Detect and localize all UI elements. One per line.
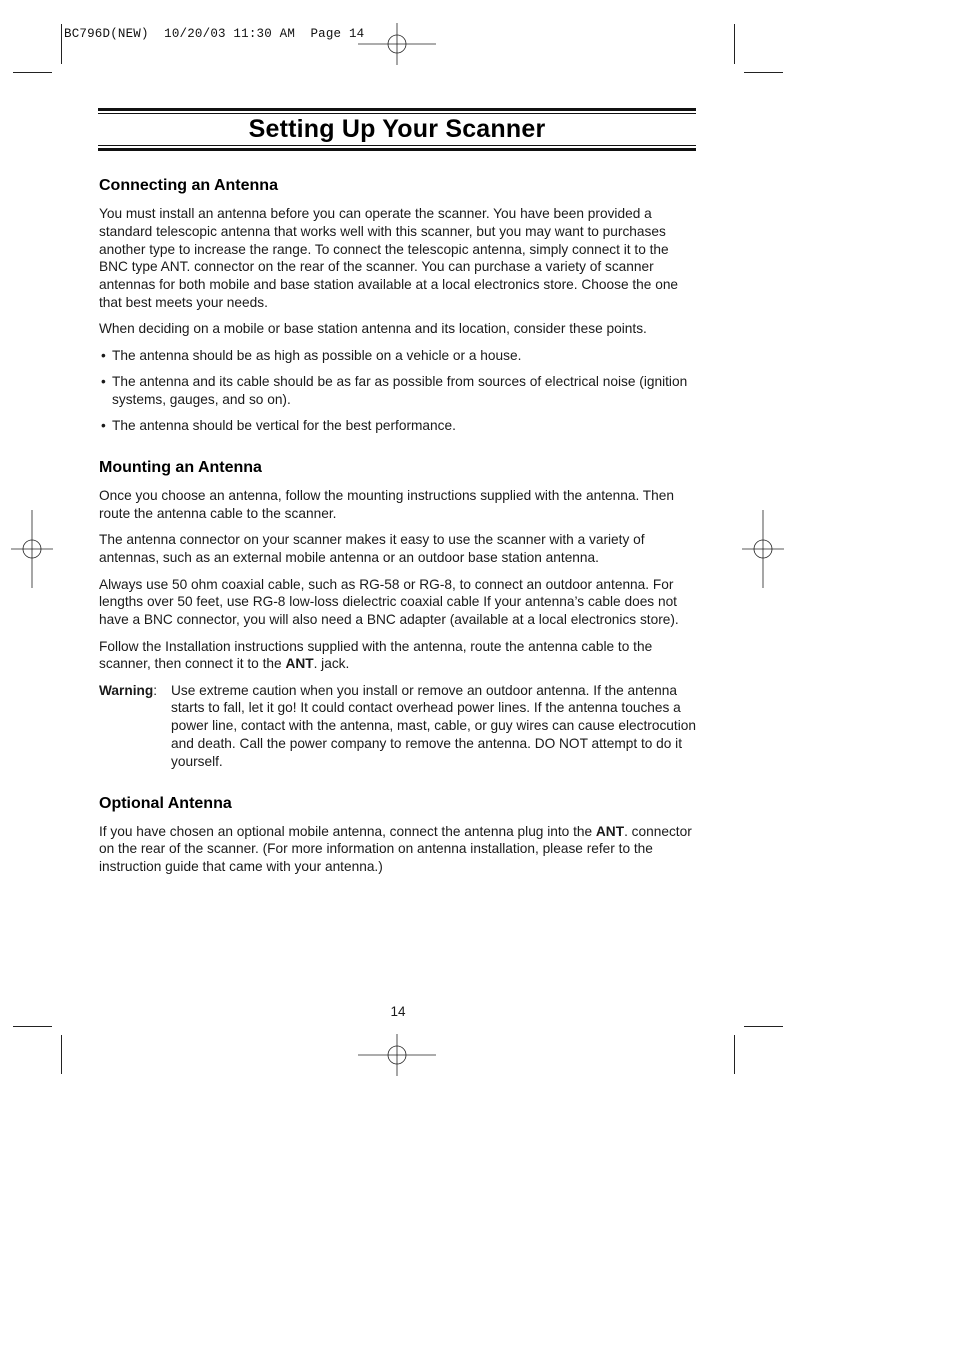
crop-mark-top-right-h: [744, 72, 783, 73]
crop-mark-top-left-h: [13, 72, 52, 73]
section-heading: Optional Antenna: [99, 794, 232, 812]
printer-slug: BC796D(NEW) 10/20/03 11:30 AM Page 14: [64, 27, 365, 41]
paragraph: Always use 50 ohm coaxial cable, such as RG-58 or RG-8, to connect an outdoor antenna. For lengths over 50 feet, use RG-8 low-loss dielectric coaxial cable If your antenna’s cable does not have a BNC connector, you will also need a BNC adapter (available at a local electronics store).: [99, 576, 679, 628]
text-run: . connector on the rear of the scanner. (For more information on antenna installation, please refer to the instruction guide that came with your antenna.): [99, 823, 692, 875]
paragraph: The antenna connector on your scanner makes it easy to use the scanner with a variety of antennas, such as an external mobile antenna or an outdoor base station antenna.: [99, 532, 645, 566]
crop-mark-bottom-right-v: [734, 1035, 735, 1074]
title-block: [98, 108, 696, 151]
warning-label-wrap: [99, 682, 171, 771]
section-connecting-antenna: [99, 176, 699, 435]
page-title: Setting Up Your Scanner: [248, 115, 546, 143]
section-optional-antenna: [99, 794, 699, 876]
registration-mark-right: [724, 510, 802, 588]
text-run: Follow the Installation instructions supplied with the antenna, route the antenna cable to the scanner, then connect it to the: [99, 638, 653, 672]
title-rule-bottom: [98, 148, 696, 151]
warning-note: [99, 682, 699, 771]
warning-colon: :: [153, 682, 158, 698]
crop-mark-bottom-right-h: [744, 1026, 783, 1027]
main-content: [99, 176, 699, 885]
warning-text: Use extreme caution when you install or remove an outdoor antenna. If the antenna starts to fall, let it go! It could contact overhead power lines. If the antenna touches a power line, contact with the antenna, mast, cable, or guy wires can cause electrocution and death. Call the power company to remove the antenna. DO NOT attempt to do it yourself.: [171, 682, 696, 769]
paragraph: Once you choose an antenna, follow the mounting instructions supplied with the antenna. Then route the antenna cable to the scanner.: [99, 488, 675, 521]
paragraph: You must install an antenna before you can operate the scanner. You have been provided a standard telescopic antenna that works well with this scanner, but you may want to purchases another type to increase the range. To connect the telescopic antenna, simply connect it to the BNC type ANT. connector on the rear of the scanner. You can purchase a variety of scanner antennas for both mobile and base station available at a local electronics store. Choose the one that best meets your needs.: [99, 206, 679, 310]
registration-mark-bottom: [358, 1016, 436, 1094]
bullet-symbol: •: [101, 374, 106, 390]
bullet-item: [101, 417, 699, 435]
bullet-item: [101, 373, 699, 409]
paragraph: When deciding on a mobile or base station antenna and its location, consider these points.: [99, 321, 647, 337]
section-heading: Connecting an Antenna: [99, 177, 278, 194]
section-heading: Mounting an Antenna: [99, 459, 262, 477]
bullet-text: The antenna should be vertical for the best performance.: [112, 418, 456, 434]
crop-mark-top-left-v: [61, 24, 62, 64]
paragraph: [99, 823, 699, 876]
page-number: 14: [390, 1004, 406, 1019]
bold-term: ANT: [595, 823, 625, 839]
crop-mark-bottom-left-h: [13, 1026, 52, 1027]
title-rule-bottom-thin: [98, 145, 696, 146]
section-mounting-antenna: [99, 458, 699, 771]
bullet-item: [101, 347, 699, 365]
bullet-symbol: •: [101, 347, 106, 363]
bullet-text: The antenna and its cable should be as far as possible from sources of electrical noise (ignition systems, gauges, and so on).: [112, 374, 688, 407]
text-run: . jack.: [313, 656, 350, 672]
paragraph: [99, 638, 699, 674]
registration-mark-top: [358, 5, 436, 83]
crop-mark-bottom-left-v: [61, 1035, 62, 1074]
text-run: If you have chosen an optional mobile antenna, connect the antenna plug into the: [99, 823, 596, 839]
registration-mark-left: [0, 510, 71, 588]
bullet-symbol: •: [101, 418, 106, 434]
title-rule-top: [98, 108, 696, 111]
warning-label: Warning: [99, 682, 154, 698]
crop-mark-top-right-v: [734, 24, 735, 64]
bullet-text: The antenna should be as high as possible on a vehicle or a house.: [112, 347, 522, 363]
bold-term: ANT: [285, 656, 314, 672]
